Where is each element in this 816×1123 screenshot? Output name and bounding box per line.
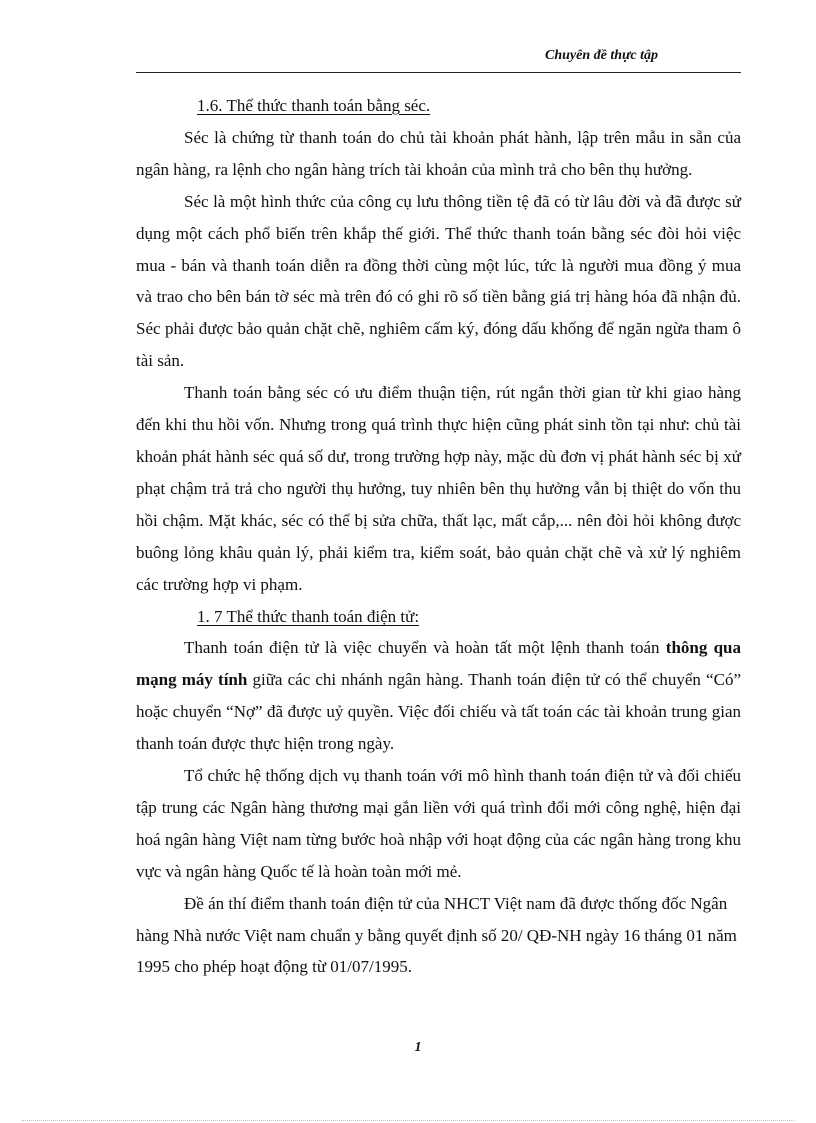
section-heading-1-6: 1.6. Thể thức thanh toán bằng séc. (197, 96, 431, 115)
body-text (136, 90, 741, 983)
paragraph-cheque-usage: Séc là một hình thức của công cụ lưu thông tiền tệ đã có từ lâu đời và đã được sử dụng một cách phổ biến trên khắp thế giới. Thể thức thanh toán bằng séc đòi hỏi việc mua - bán và thanh toán diễn ra đồng thời cùng một lúc, tức là người mua đồng ý mua và trao cho bên bán tờ séc mà trên đó có ghi rõ số tiền bằng giá trị hàng hóa đã nhận đủ. Séc phải được bảo quản chặt chẽ, nghiêm cấm ký, đóng dấu khống để ngăn ngừa tham ô tài sản. (136, 191, 741, 371)
section-heading-1-7: 1. 7 Thể thức thanh toán điện tử: (197, 606, 420, 626)
text-run: Thanh toán điện tử là việc chuyển và hoàn tất một lệnh thanh toán (184, 638, 666, 658)
paragraph-pilot-project: Đề án thí điểm thanh toán điện tử của NHCT Việt nam đã được thống đốc Ngân hàng Nhà nước Việt nam chuẩn y bằng quyết định số 20/ QĐ-NH ngày 16 tháng 01 năm 1995 cho phép hoạt động từ 01/07/1995. (136, 893, 737, 977)
bold-phrase: thông qua mạng máy tính (136, 638, 742, 690)
text-run: giữa các chi nhánh ngân hàng. Thanh toán điện tử có thể chuyển “Có” hoặc chuyển “Nợ” đã được uỷ quyền. Việc đối chiếu và tất toán các tài khoản trung gian thanh toán được thực hiện trong ngày. (136, 670, 741, 754)
page-bottom-divider (22, 1120, 794, 1121)
page-number: 1 (414, 1040, 422, 1055)
header-rule (136, 72, 741, 73)
paragraph-electronic-payment-definition (136, 632, 741, 760)
paragraph-payment-system: Tổ chức hệ thống dịch vụ thanh toán với mô hình thanh toán điện tử và đối chiếu tập trung các Ngân hàng thương mại gắn liền với quá trình đổi mới công nghệ, hiện đại hoá ngân hàng Việt nam từng bước hoà nhập với hoạt động của các ngân hàng trong khu vực và ngân hàng Quốc tế là hoàn toàn mới mẻ. (136, 766, 741, 881)
running-header: Chuyên đề thực tập (544, 48, 658, 63)
paragraph-cheque-definition: Séc là chứng từ thanh toán do chủ tài khoản phát hành, lập trên mẫu in sẵn của ngân hàng, ra lệnh cho ngân hàng trích tài khoản của mình trả cho bên thụ hưởng. (136, 127, 741, 179)
paragraph-cheque-advantages: Thanh toán bằng séc có ưu điểm thuận tiện, rút ngắn thời gian từ khi giao hàng đến khi thu hồi vốn. Nhưng trong quá trình thực hiện cũng phát sinh tồn tại như: chủ tài khoản phát hành séc quá số dư, trong trường hợp này, mặc dù đơn vị phát hành séc bị xử phạt chậm trả trả cho người thụ hưởng, tuy nhiên bên thụ hưởng vẫn bị thiệt do vốn thu hồi chậm. Mặt khác, séc có thể bị sửa chữa, thất lạc, mất cắp,... nên đòi hỏi không được buông lỏng khâu quản lý, phải kiểm tra, kiểm soát, bảo quản chặt chẽ và xử lý nghiêm các trường hợp vi phạm. (136, 383, 741, 594)
